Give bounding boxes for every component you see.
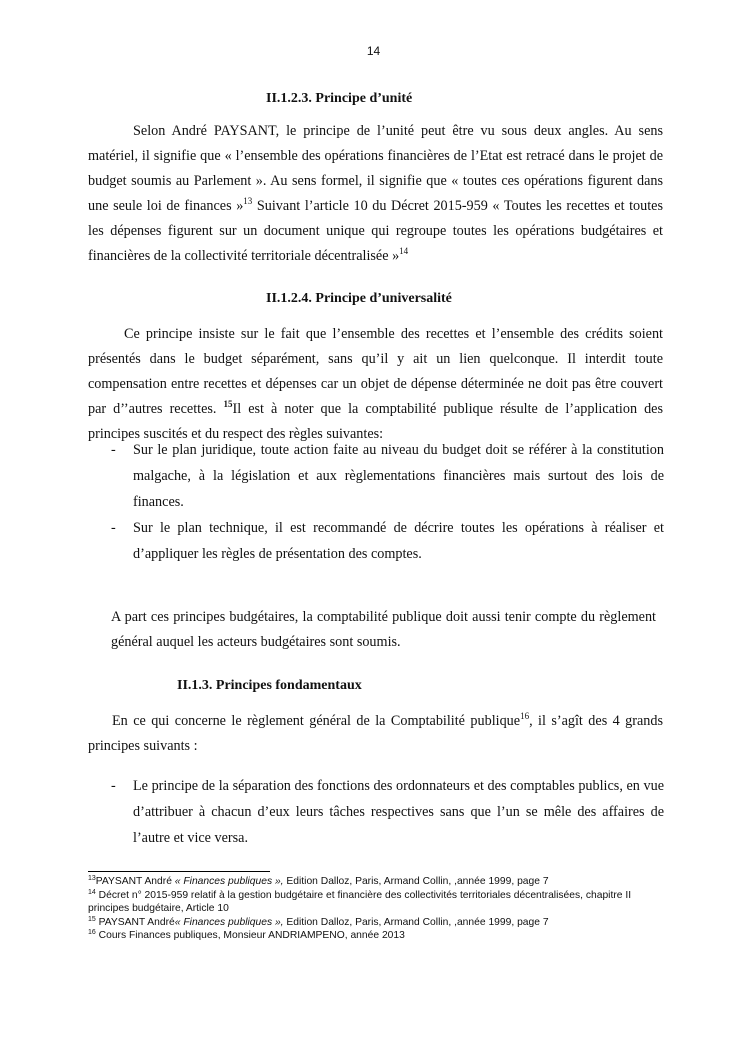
footnote-ref[interactable]: 16	[520, 711, 530, 721]
paragraph-text: , il s’agît des 4 grands principes suivants :	[88, 713, 663, 754]
section-heading-universalite: II.1.2.4. Principe d’universalité	[266, 291, 452, 306]
rules-list	[111, 437, 664, 567]
footnote-14: $^{14}$ Décret n° 2015-959 relatif à la gestion budgétaire et financière des collectivités territoriales décentralisées, chapitre II principes budgétaire, Article 10	[88, 888, 632, 914]
footnote-16: $^{16}$ Cours Finances publiques, Monsieur ANDRIAMPENO, année 2013	[88, 929, 405, 941]
footnote-ref[interactable]: 13	[243, 196, 253, 206]
page-number: 14	[366, 44, 381, 58]
principles-list	[111, 773, 664, 851]
paragraph-unite	[88, 119, 663, 269]
list-item: - Sur le plan technique, il est recommandé de décrire toutes les opérations à réaliser et d’appliquer les règles de présentation des comptes.	[111, 520, 664, 562]
list-item: - Sur le plan juridique, toute action faite au niveau du budget doit se référer à la constitution malgache, à la législation et aux règlementations financières mais surtout des lois de finances.	[111, 442, 664, 510]
footnote-13: $^{13}$PAYSANT André « Finances publiques », Edition Dalloz, Paris, Armand Collin, ,année 1999, page 7	[88, 875, 549, 887]
footnotes	[88, 875, 658, 943]
section-heading-unite: II.1.2.3. Principe d’unité	[266, 91, 413, 106]
list-item: - Le principe de la séparation des fonctions des ordonnateurs et des comptables publics, en vue d’attribuer à chacun d’eux leurs tâches respectives sans que l’un se mêle des affaires de l’autre et vice versa.	[111, 778, 664, 846]
paragraph-text: Suivant l’article 10 du Décret 2015-959 « Toutes les recettes et toutes les dépenses figurent sur un document unique qui regroupe toutes les opérations budgétaires et financières de la collectivité territoriale décentralisée »	[88, 198, 663, 264]
footnote-ref[interactable]: 14	[399, 246, 409, 256]
footnote-15: $^{15}$ PAYSANT André« Finances publiques », Edition Dalloz, Paris, Armand Collin, ,année 1999, page 7	[88, 915, 549, 928]
paragraph-universalite	[88, 322, 663, 447]
closing-paragraph: A part ces principes budgétaires, la comptabilité publique doit aussi tenir compte du règlement général auquel les acteurs budgétaires sont soumis.	[111, 609, 656, 650]
footnote-separator	[88, 871, 270, 872]
paragraph-fondamentaux	[88, 709, 663, 759]
paragraph-text: En ce qui concerne le règlement général de la Comptabilité publique	[112, 713, 521, 729]
paragraph-text: Ce principe insiste sur le fait que l’ensemble des recettes et l’ensemble des crédits soient présentés dans le budget séparément, sans qu’il y ait un lien quelconque. Il interdit toute compensation entre recettes et dépenses car un objet de dépense déterminée ne doit pas être couvert par d’’autres recettes.	[88, 326, 663, 417]
footnote-ref[interactable]: 15	[223, 399, 233, 409]
paragraph-text: Selon André PAYSANT, le principe de l’unité peut être vu sous deux angles. Au sens matériel, il signifie que « l’ensemble des opérations financières de l’Etat est retracé dans le projet de budget soumis au Parlement ». Au sens formel, il signifie que « toutes ces opérations figurent dans une seule loi de finances »	[88, 123, 663, 214]
section-heading-fondamentaux: II.1.3. Principes fondamentaux	[177, 678, 362, 693]
paragraph-text: Il est à noter que la comptabilité publique résulte de l’application des principes suscités et du respect des règles suivantes:	[88, 401, 663, 442]
